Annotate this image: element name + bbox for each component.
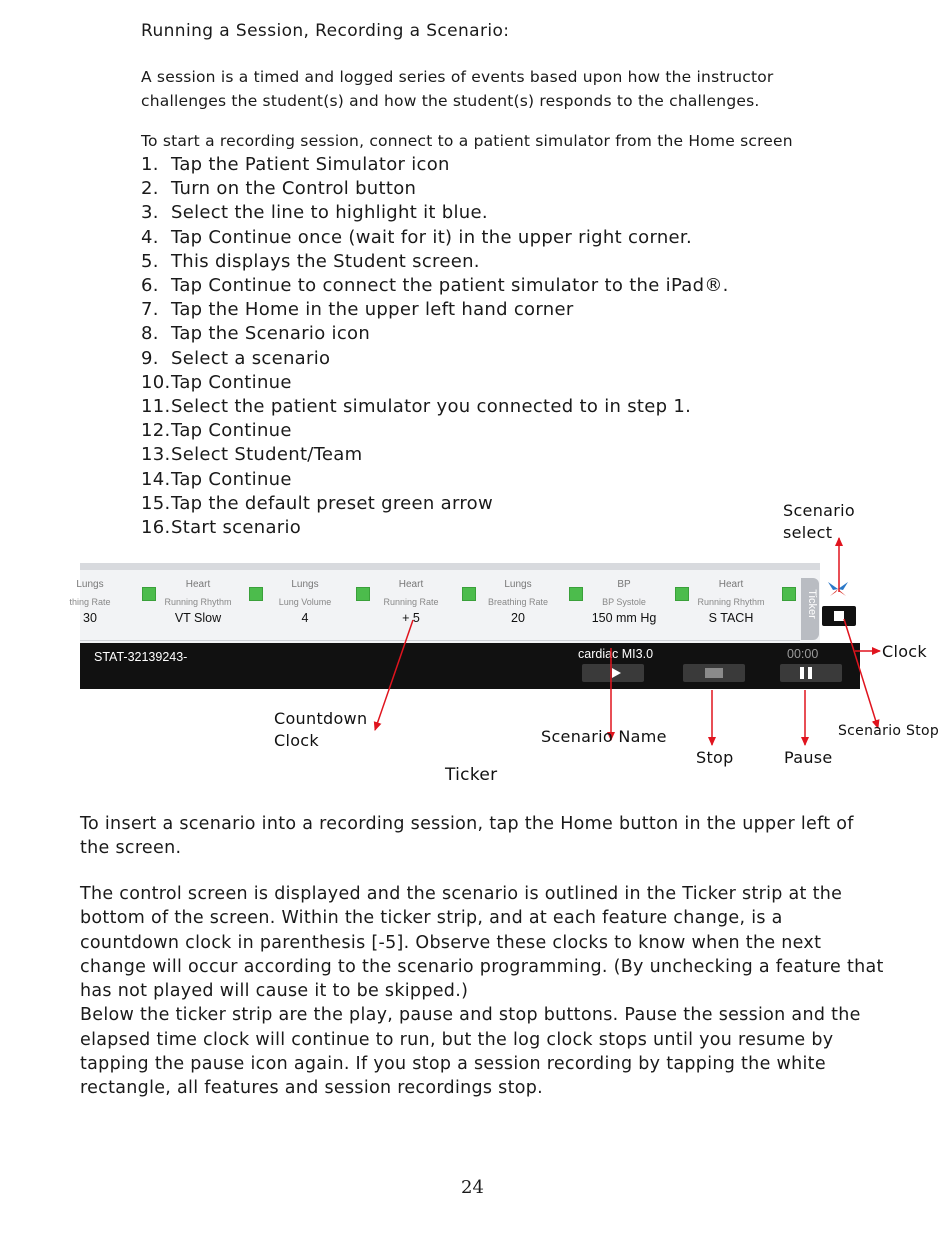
step-number: 11. [141, 396, 171, 418]
step-item [141, 322, 729, 346]
stop-icon [705, 668, 723, 678]
ticker-cell-category: Lungs [504, 579, 532, 590]
ticker-cell-category: Lungs [291, 579, 319, 590]
step-item [141, 226, 729, 250]
step-number: 10. [141, 371, 171, 393]
step-number: 12. [141, 420, 171, 442]
elapsed-clock: 00:00 [787, 647, 819, 661]
step-item [141, 419, 729, 443]
callout-pause: Pause [784, 748, 833, 767]
step-text: Select the line to highlight it blue. [171, 202, 488, 224]
paragraph-line: Below the ticker strip are the play, pause and stop buttons. Pause the session and the [80, 1005, 861, 1026]
step-item [141, 395, 729, 419]
ticker-cell[interactable] [361, 578, 461, 626]
intro-line: challenges the student(s) and how the student(s) responds to the challenges. [141, 92, 760, 110]
ticker-cell[interactable] [681, 578, 781, 626]
ticker-cell-value: S TACH [708, 611, 754, 625]
step-text: This displays the Student screen. [171, 250, 480, 272]
section-heading: Running a Session, Recording a Scenario: [141, 21, 510, 41]
step-item [141, 347, 729, 371]
ticker-cell[interactable] [574, 578, 674, 626]
step-number: 2. [141, 178, 159, 200]
step-text: Tap the default preset green arrow [171, 492, 494, 514]
page-number: 24 [461, 1177, 484, 1198]
callout-stop: Stop [696, 748, 734, 767]
callout-countdown-clock [274, 708, 367, 752]
step-text: Tap Continue [171, 371, 292, 393]
step-text: Tap Continue [171, 420, 292, 442]
step-number: 13. [141, 444, 171, 466]
ticker-cell-value: 20 [511, 611, 525, 625]
step-text: Tap Continue [171, 468, 292, 490]
insert-paragraph [80, 812, 854, 861]
ticker-cell-label: Running Rhythm [697, 597, 765, 607]
ticker-cell[interactable] [255, 578, 355, 626]
paragraph-line: countdown clock in parenthesis [-5]. Observe these clocks to know when the next [80, 932, 822, 953]
step-text: Tap the Scenario icon [171, 323, 371, 345]
scenario-name-label: cardiac MI3.0 [578, 647, 654, 661]
callout-line: Countdown [274, 709, 368, 728]
step-text: Select Student/Team [171, 444, 363, 466]
feature-checkbox[interactable] [782, 587, 796, 601]
play-icon [612, 668, 621, 678]
step-number: 1. [141, 154, 159, 175]
paragraph-line: bottom of the screen. Within the ticker strip, and at each feature change, is a [80, 908, 783, 929]
ticker-cell[interactable] [468, 578, 568, 626]
callout-clock: Clock [882, 642, 927, 661]
step-number: 15. [141, 492, 171, 514]
ticker-cell[interactable] [148, 578, 248, 626]
step-item [141, 274, 729, 298]
paragraph-line: the screen. [80, 838, 182, 859]
callout-line: Clock [274, 731, 319, 750]
step-item [141, 516, 729, 540]
ticker-cell-category: Lungs [76, 579, 104, 590]
step-text: Select the patient simulator you connected to in step 1. [171, 396, 692, 418]
ticker-cell-category: Heart [398, 579, 424, 590]
ticker-divider [80, 640, 800, 641]
paragraph-line: To insert a scenario into a recording session, tap the Home button in the upper left of [80, 814, 854, 834]
step-item [141, 177, 729, 201]
step-item [141, 250, 729, 274]
paragraph-line: tapping the pause icon again. If you stop a session recording by tapping the white [80, 1054, 826, 1075]
ticker-tab-label: Ticker [805, 589, 818, 619]
pause-icon [800, 667, 812, 679]
step-number: 16. [141, 517, 171, 539]
step-item [141, 371, 729, 395]
control-paragraph [80, 882, 884, 1101]
step-text: Tap Continue to connect the patient simulator to the iPad®. [171, 275, 729, 297]
ticker-cell-value: + 5 [402, 611, 420, 625]
session-id: STAT-32139243- [94, 650, 188, 664]
step-number: 9. [141, 347, 159, 369]
callout-scenario-select [783, 500, 855, 544]
scenario-stop-button[interactable] [822, 606, 856, 626]
steps-list [141, 153, 729, 540]
step-number: 5. [141, 250, 159, 272]
step-text: Start scenario [171, 517, 302, 539]
ticker-cell-category: Heart [185, 579, 211, 590]
step-text: Tap Continue once (wait for it) in the upper right corner. [171, 226, 693, 248]
step-text: Tap the Home in the upper left hand corner [171, 299, 574, 321]
ticker-cell-value: VT Slow [174, 611, 222, 625]
stop-square-icon [834, 611, 844, 621]
ticker-cell-value: 150 mm Hg [591, 611, 657, 625]
paragraph-line: has not played will cause it to be skipped.) [80, 981, 469, 1002]
callout-line: Scenario [783, 501, 855, 520]
step-text: Turn on the Control button [171, 178, 417, 200]
step-number: 6. [141, 275, 159, 297]
ticker-cell-label: thing Rate [69, 597, 111, 607]
ticker-cell-category: Heart [718, 579, 744, 590]
callout-ticker: Ticker [445, 765, 498, 785]
step-number: 14. [141, 468, 171, 490]
step-item [141, 153, 729, 177]
callout-line: select [783, 523, 833, 542]
step-item [141, 201, 729, 225]
step-number: 3. [141, 202, 159, 224]
ticker-cell-value: 30 [83, 611, 97, 625]
step-item [141, 492, 729, 516]
paragraph-line: rectangle, all features and session recordings stop. [80, 1078, 544, 1099]
step-text: Tap the Patient Simulator icon [171, 154, 450, 175]
ticker-cell-label: Running Rate [383, 597, 439, 607]
step-number: 7. [141, 299, 159, 321]
step-item [141, 468, 729, 492]
intro-paragraph [141, 65, 773, 113]
intro-line: A session is a timed and logged series of events based upon how the instructor [141, 68, 774, 86]
paragraph-line: The control screen is displayed and the scenario is outlined in the Ticker strip at the [80, 884, 843, 904]
ticker-cell-label: BP Systole [602, 597, 646, 607]
step-text: Select a scenario [171, 347, 331, 369]
ticker-cell-value: 4 [301, 611, 309, 625]
ticker-cell-category: BP [617, 579, 631, 590]
callout-scenario-name: Scenario Name [541, 727, 667, 746]
step-number: 8. [141, 323, 159, 345]
callout-scenario-stop: Scenario Stop [838, 723, 940, 739]
app-logo-icon[interactable] [824, 578, 852, 600]
ticker-cell-label: Breathing Rate [487, 597, 549, 607]
ticker-cell-label: Running Rhythm [164, 597, 232, 607]
ticker-cell-label: Lung Volume [278, 597, 332, 607]
step-item [141, 443, 729, 467]
paragraph-line: change will occur according to the scenario programming. (By unchecking a feature that [80, 956, 884, 977]
ticker-cell[interactable] [40, 578, 140, 626]
paragraph-line: elapsed time clock will continue to run, but the log clock stops until you resume by [80, 1029, 834, 1050]
start-instruction: To start a recording session, connect to a patient simulator from the Home screen [141, 132, 793, 150]
step-item [141, 298, 729, 322]
step-number: 4. [141, 226, 159, 248]
